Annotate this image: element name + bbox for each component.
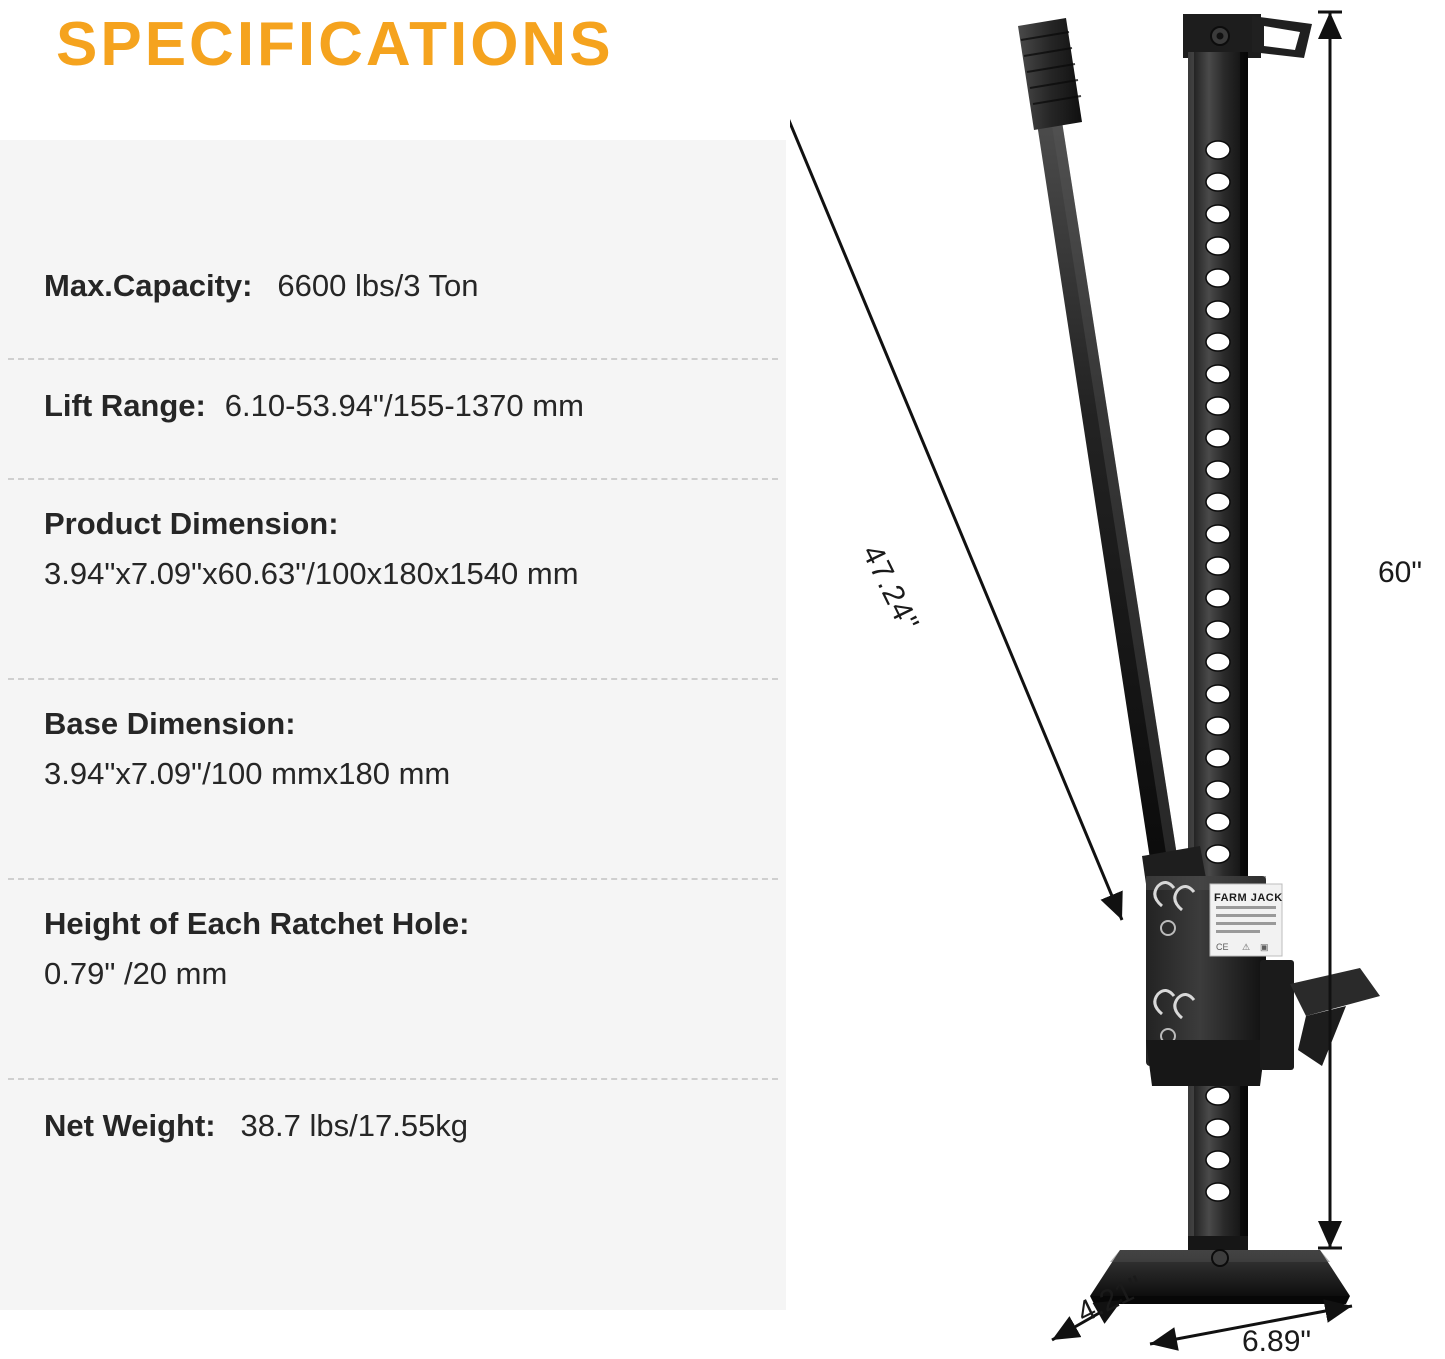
- page-title: SPECIFICATIONS: [56, 10, 614, 79]
- spec-value: 3.94"x7.09"x60.63"/100x180x1540 mm: [44, 556, 579, 591]
- spec-value: 38.7 lbs/17.55kg: [240, 1108, 469, 1143]
- spec-row: [0, 240, 786, 360]
- dimension-label-base-width: 6.89": [1242, 1325, 1312, 1358]
- dimension-handle-length: [790, 22, 1122, 920]
- spec-label: Product Dimension:: [44, 506, 339, 541]
- specifications-panel: [0, 140, 786, 1310]
- spec-label: Base Dimension:: [44, 706, 296, 741]
- spec-value: 0.79" /20 mm: [44, 956, 228, 991]
- svg-text:⚠: ⚠: [1242, 942, 1251, 952]
- spec-value: 3.94"x7.09"/100 mmx180 mm: [44, 756, 451, 791]
- jack-handle: [1018, 18, 1178, 872]
- spec-label: Max.Capacity:: [44, 268, 253, 303]
- dimension-label-handle-length: 47.24": [855, 540, 926, 637]
- jack-plate-label: FARM JACK: [1214, 892, 1283, 904]
- spec-row: [0, 1080, 786, 1210]
- product-illustration: [790, 0, 1445, 1358]
- spec-label: Height of Each Ratchet Hole:: [44, 906, 470, 941]
- spec-value: 6600 lbs/3 Ton: [277, 268, 479, 303]
- spec-row: [0, 360, 786, 480]
- dimension-label-overall-height: 60": [1378, 556, 1423, 589]
- spec-label: Lift Range:: [44, 388, 206, 423]
- svg-text:CE: CE: [1216, 942, 1229, 952]
- farm-jack-svg: [790, 0, 1445, 1358]
- jack-mechanism-body: [1142, 846, 1380, 1086]
- spec-value: 6.10-53.94"/155-1370 mm: [224, 388, 584, 423]
- spec-label: Net Weight:: [44, 1108, 216, 1143]
- spec-row: [0, 880, 786, 1080]
- svg-text:▣: ▣: [1260, 942, 1269, 952]
- dimension-label-base-depth: 4.21": [1072, 1269, 1149, 1330]
- spec-row: [0, 680, 786, 880]
- spec-row: [0, 480, 786, 680]
